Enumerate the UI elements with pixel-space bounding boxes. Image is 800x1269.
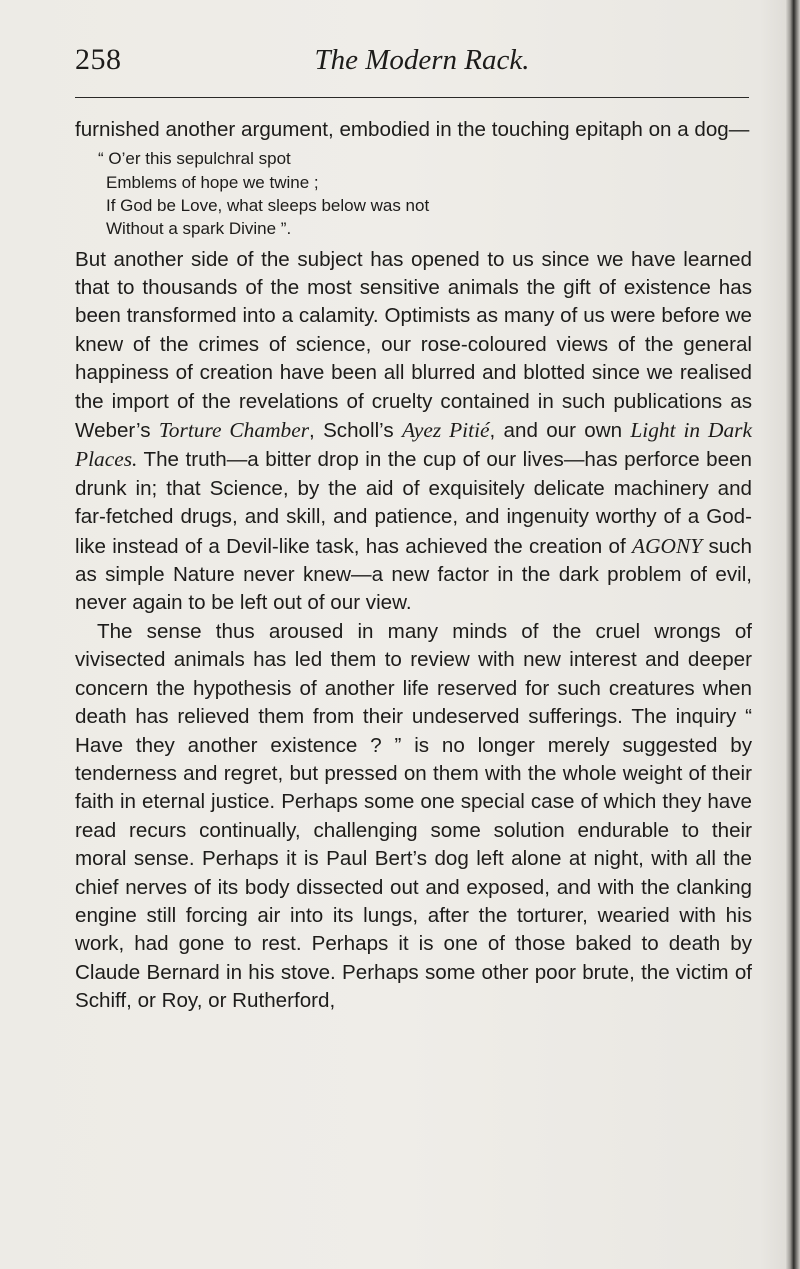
- running-title: The Modern Rack.: [314, 44, 530, 76]
- epitaph-verse: [98, 147, 752, 240]
- title-torture-chamber: Torture Chamber: [158, 418, 310, 443]
- paragraph-1-part-4: The truth—a bitter drop in the cup of our lives—has perforce been drunk in; that Science, by the aid of exquisitely delicate machinery and far-fetched drugs, and skill, and patience, and ingenuity worthy of a God-like instead of a Devil-like task, has achieved the creation of: [75, 448, 752, 558]
- paragraph-2: The sense thus aroused in many minds of the cruel wrongs of vivisected animals has led them to review with new interest and deeper concern the hypothesis of another life reserved for such creatures when death has relieved them from their undeserved sufferings. The inquiry “ Have they another existence ? ” is no longer merely suggested by tenderness and regret, but pressed on them with the whole weight of their faith in eternal justice. Perhaps some one special case of which they have read recurs continually, challenging some solution endurable to their moral sense. Perhaps it is Paul Bert’s dog left alone at night, with all the chief nerves of its body dissected out and exposed, and with the clanking engine still forcing air into its lungs, after the torturer, wearied with his work, had gone to rest. Perhaps it is one of those baked to death by Claude Bernard in his stove. Perhaps some other poor brute, the victim of Schiff, or Roy, or Rutherford,: [75, 619, 752, 1013]
- binding-edge-shadow: [786, 0, 800, 1269]
- page-header: [75, 36, 749, 98]
- paragraph-1-part-5: such as simple Nature never knew—a new factor in the dark problem of evil, never again to be left out of our view.: [75, 534, 752, 615]
- agony-emphasis: AGONY: [632, 533, 703, 558]
- title-light-in-dark-places: Light in Dark Places.: [75, 418, 753, 472]
- header-rule: [75, 97, 749, 98]
- epitaph-line-4: Without a spark Divine ”.: [106, 219, 292, 239]
- title-ayez-pitie: Ayez Pitié: [401, 418, 490, 443]
- paragraph-1-part-1: But another side of the subject has opened to us since we have learned that to thousands of the most sensitive animals the gift of existence has been transformed into a calamity. Optimists as many of us were before we knew of the crimes of science, our rose-coloured views of the general happiness of creation have been all blurred and blotted since we realised the import of the revelations of cruelty contained in such publications as Weber’s: [75, 247, 752, 443]
- paragraph-1-part-3: , and our own: [489, 419, 623, 443]
- paragraph-1-part-2: , Scholl’s: [309, 419, 394, 443]
- page-number: 258: [75, 43, 122, 76]
- epitaph-line-1: “ O’er this sepulchral spot: [98, 149, 291, 169]
- intro-paragraph: furnished another argument, embodied in the touching epitaph on a dog—: [75, 118, 750, 141]
- body-text: [75, 116, 752, 1016]
- epitaph-line-3: If God be Love, what sleeps below was not: [106, 196, 430, 215]
- epitaph-line-2: Emblems of hope we twine ;: [106, 172, 319, 192]
- paragraph-1: [75, 246, 752, 618]
